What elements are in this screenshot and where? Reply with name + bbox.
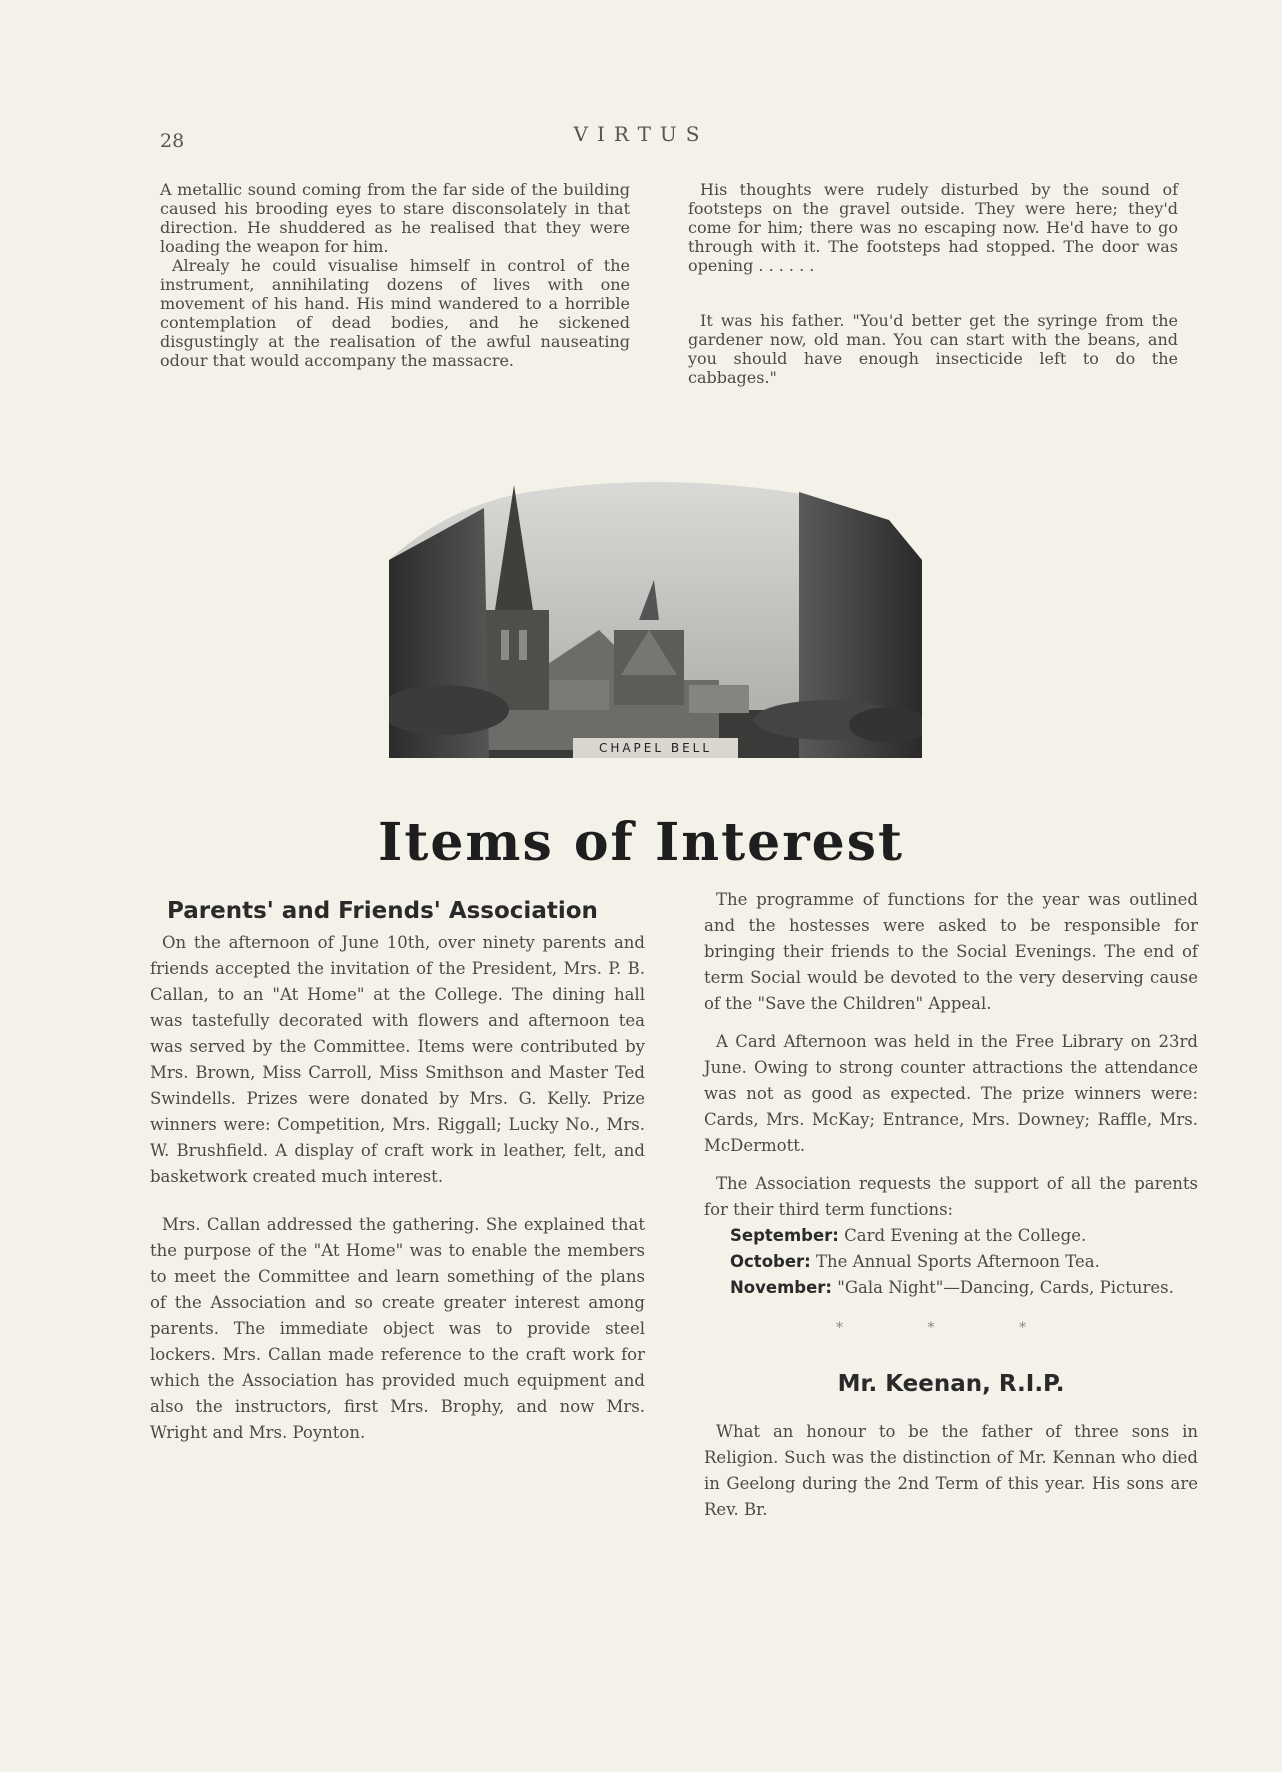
pfa-paragraph: Mrs. Callan addressed the gathering. She explained that the purpose of the "At Home" was to enable the members to meet the Committee and learn something of the plans of the Association and so create greater interest among parents. The immediate object was to provide steel lockers. Mrs. Callan made reference to the craft work for which the Association has provided much equipment and also the instructors, first Mrs. Brophy, and now Mrs. Wright and Mrs. Poynton. <box>150 1215 645 1442</box>
chapel-bell-photo <box>389 480 922 758</box>
pfa-paragraph: On the afternoon of June 10th, over ninety parents and friends accepted the invitation of the President, Mrs. P. B. Callan, to an "At Home" at the College. The dining hall was tastefully decorated with flowers and afternoon tea was served by the Committee. Items were contributed by Mrs. Brown, Miss Carroll, Miss Smithson and Master Ted Swindells. Prizes were donated by Mrs. G. Kelly. Prize winners were: Competition, Mrs. Riggall; Lucky No., Mrs. W. Brushfield. A display of craft work in leather, felt, and basketwork created much interest. <box>150 933 645 1186</box>
story-paragraph: It was his father. "You'd better get the syringe from the gardener now, old man. You can start with the beans, and you should have enough insecticide left to do the cabbages." <box>688 311 1178 387</box>
story-column-left <box>160 180 630 370</box>
schedule-item <box>704 1275 1198 1301</box>
section-title: Items of Interest <box>378 812 904 873</box>
schedule-month: October: <box>730 1252 811 1271</box>
schedule-item <box>704 1249 1198 1275</box>
photo-caption: CHAPEL BELL <box>573 738 738 758</box>
running-head: VIRTUS <box>573 122 709 146</box>
pfa-paragraph: A Card Afternoon was held in the Free Library on 23rd June. Owing to strong counter attractions the attendance was not as good as expected. The prize winners were: Cards, Mrs. McKay; Entrance, Mrs. Downey; Raffle, Mrs. McDermott. <box>704 1032 1198 1155</box>
schedule-month: November: <box>730 1278 833 1297</box>
story-paragraph: A metallic sound coming from the far side of the building caused his brooding eyes to stare disconsolately in that direction. He shuddered as he realised that they were loading the weapon for him. <box>160 180 630 256</box>
pfa-column-left <box>150 930 645 1446</box>
schedule-event: "Gala Night"—Dancing, Cards, Pictures. <box>837 1278 1174 1297</box>
pfa-paragraph: The Association requests the support of all the parents for their third term functions: <box>704 1174 1198 1219</box>
schedule-event: The Annual Sports Afternoon Tea. <box>816 1252 1100 1271</box>
story-column-right <box>688 180 1178 387</box>
page-number: 28 <box>160 130 185 152</box>
story-paragraph: Alrealy he could visualise himself in control of the instrument, annihilating dozens of lives with one movement of his hand. His mind wandered to a horrible contemplation of dead bodies, and he sickened disgustingly at the realisation of the awful nauseating odour that would accompany the massacre. <box>160 256 630 370</box>
pfa-column-right <box>704 887 1198 1523</box>
story-paragraph: His thoughts were rudely disturbed by the sound of footsteps on the gravel outside. They were here; they'd come for him; there was no escaping now. He'd have to go through with it. The footsteps had stopped. The door was opening . . . . . . <box>688 180 1178 275</box>
schedule-item <box>704 1223 1198 1249</box>
pfa-paragraph: The programme of functions for the year was outlined and the hostesses were asked to be responsible for bringing their friends to the Social Evenings. The end of term Social would be devoted to the very deserving cause of the "Save the Children" Appeal. <box>704 890 1198 1013</box>
rip-paragraph: What an honour to be the father of three sons in Religion. Such was the distinction of Mr. Kennan who died in Geelong during the 2nd Term of this year. His sons are Rev. Br. <box>704 1422 1198 1519</box>
schedule-month: September: <box>730 1226 839 1245</box>
separator-stars: * * * <box>836 1320 1066 1336</box>
rip-heading: Mr. Keenan, R.I.P. <box>837 1371 1065 1397</box>
schedule-event: Card Evening at the College. <box>844 1226 1087 1245</box>
pfa-heading: Parents' and Friends' Association <box>167 898 598 924</box>
